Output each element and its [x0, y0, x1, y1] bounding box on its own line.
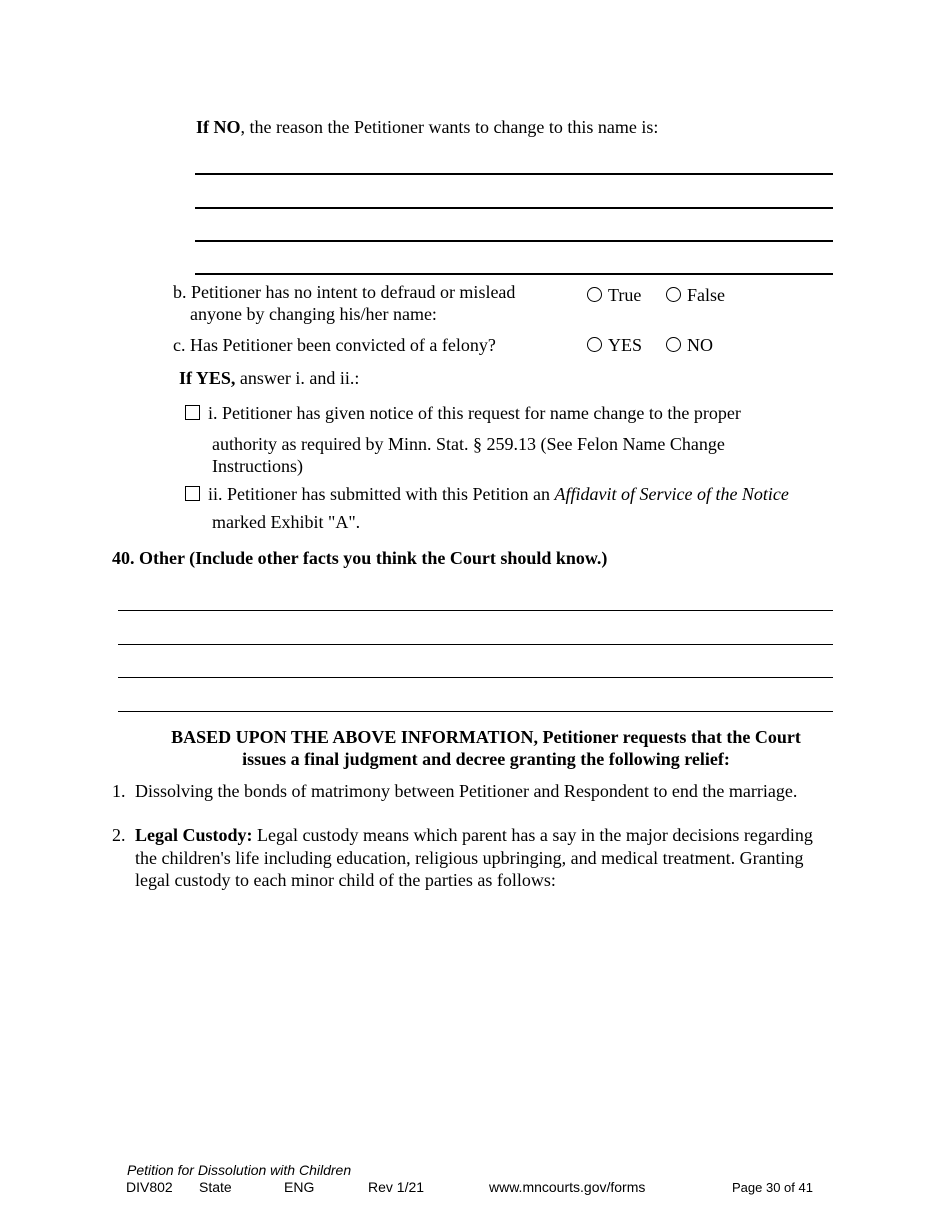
- if-yes-bold: If YES,: [179, 368, 236, 388]
- radio-yes-icon[interactable]: [587, 337, 602, 352]
- item-ii-line1-italic: Affidavit of Service of the Notice: [554, 484, 789, 504]
- footer-website-link[interactable]: www.mncourts.gov/forms: [489, 1179, 646, 1195]
- relief-item-1-number: 1.: [112, 781, 126, 801]
- relief-item-2-line1: [135, 825, 813, 846]
- question-c: c. Has Petitioner been convicted of a felony?: [173, 335, 496, 355]
- option-yes-label: YES: [608, 335, 643, 355]
- based-upon-line1: BASED UPON THE ABOVE INFORMATION, Petitioner requests that the Court: [171, 727, 801, 747]
- radio-no-icon[interactable]: [666, 337, 681, 352]
- option-true-label: True: [608, 285, 642, 305]
- if-yes-text: answer i. and ii.:: [235, 368, 360, 388]
- item-i-line1-row: [185, 403, 741, 424]
- reason-answer-line-1[interactable]: [195, 173, 833, 175]
- item-ii-line1-row: [185, 484, 789, 505]
- other-answer-line-4[interactable]: [118, 711, 833, 712]
- option-true[interactable]: [587, 285, 641, 306]
- footer-form-title: Petition for Dissolution with Children: [127, 1162, 352, 1178]
- radio-true-icon[interactable]: [587, 287, 602, 302]
- footer-page-number: Page 30 of 41: [732, 1180, 813, 1195]
- if-no-text: , the reason the Petitioner wants to change to this name is:: [240, 117, 659, 137]
- item-i-line1: i. Petitioner has given notice of this request for name change to the proper: [208, 403, 741, 423]
- relief-item-2-number: 2.: [112, 825, 126, 845]
- reason-answer-line-2[interactable]: [195, 207, 833, 209]
- option-false-label: False: [687, 285, 725, 305]
- item-ii-line2: marked Exhibit "A".: [212, 512, 361, 532]
- relief-item-2-line3: legal custody to each minor child of the parties as follows:: [135, 870, 556, 890]
- item-i-line2: authority as required by Minn. Stat. § 259.13 (See Felon Name Change: [212, 434, 725, 454]
- item-i-line3: Instructions): [212, 456, 303, 476]
- if-no-prompt: [196, 117, 658, 138]
- option-no[interactable]: [666, 335, 713, 356]
- question-b-line2: anyone by changing his/her name:: [190, 304, 437, 324]
- relief-item-2-line2: the children's life including education, religious upbringing, and medical treatment. Granting: [135, 848, 804, 868]
- section-40-heading: 40. Other (Include other facts you think the Court should know.): [112, 548, 608, 568]
- item-i-checkbox-icon[interactable]: [185, 405, 200, 420]
- other-answer-line-2[interactable]: [118, 644, 833, 645]
- reason-answer-line-4[interactable]: [195, 273, 833, 275]
- item-ii-checkbox-icon[interactable]: [185, 486, 200, 501]
- option-yes[interactable]: [587, 335, 642, 356]
- if-no-bold: If NO: [196, 117, 241, 137]
- footer-revision: Rev 1/21: [368, 1179, 425, 1195]
- item-ii-line1-pre: ii. Petitioner has submitted with this Petition an: [208, 484, 555, 504]
- footer-jurisdiction: State: [199, 1179, 232, 1195]
- relief-item-1-text: Dissolving the bonds of matrimony between Petitioner and Respondent to end the marriage.: [135, 781, 798, 801]
- question-b-line1: b. Petitioner has no intent to defraud or mislead: [173, 282, 516, 302]
- radio-false-icon[interactable]: [666, 287, 681, 302]
- other-answer-line-3[interactable]: [118, 677, 833, 678]
- option-no-label: NO: [687, 335, 713, 355]
- based-upon-line2: issues a final judgment and decree granting the following relief:: [242, 749, 730, 769]
- legal-custody-line1-text: Legal custody means which parent has a say in the major decisions regarding: [252, 825, 813, 845]
- legal-custody-label: Legal Custody:: [135, 825, 253, 845]
- other-answer-line-1[interactable]: [118, 610, 833, 611]
- option-false[interactable]: [666, 285, 725, 306]
- reason-answer-line-3[interactable]: [195, 240, 833, 242]
- footer-language: ENG: [284, 1179, 315, 1195]
- footer-form-code: DIV802: [126, 1179, 173, 1195]
- if-yes-prompt: [179, 368, 359, 389]
